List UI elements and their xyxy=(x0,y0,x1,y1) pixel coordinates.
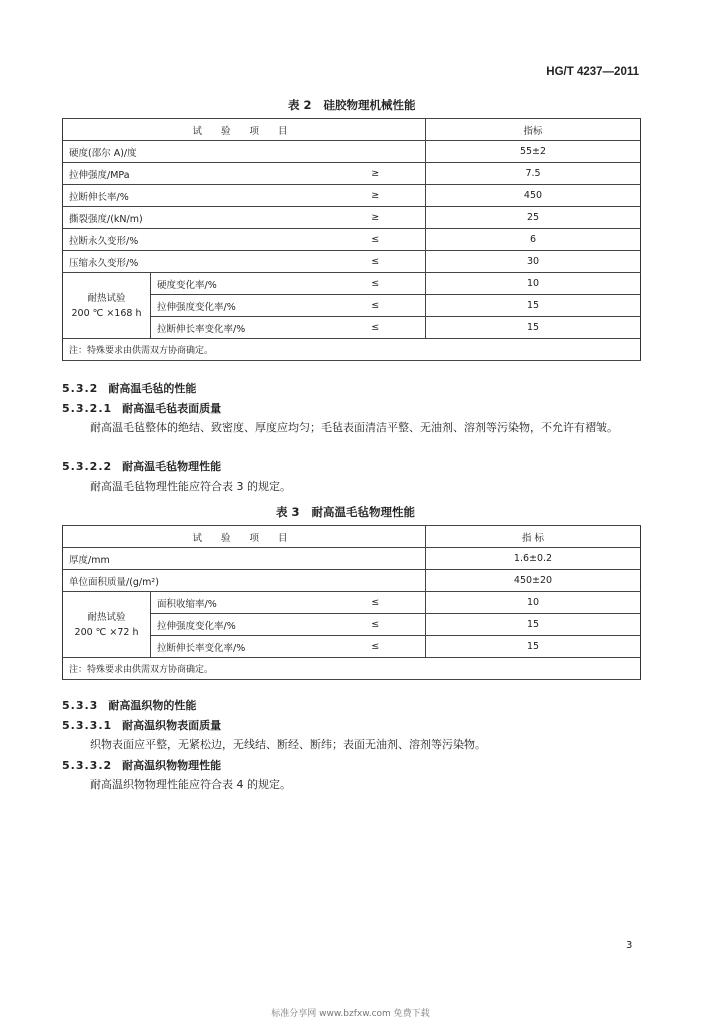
table-row xyxy=(63,141,641,163)
row-value: 15 xyxy=(426,614,641,636)
section-title: 耐高温毛毡表面质量 xyxy=(122,402,222,415)
table3-header-value: 指 标 xyxy=(426,526,641,548)
row-value: 30 xyxy=(426,251,641,273)
paragraph-5-3-3-2: 耐高温织物物理性能应符合表 4 的规定。 xyxy=(90,778,291,791)
table-row xyxy=(63,548,641,570)
section-title: 耐高温毛毡的性能 xyxy=(108,382,197,395)
paragraph-5-3-2-2: 耐高温毛毡物理性能应符合表 3 的规定。 xyxy=(90,480,291,493)
table-row xyxy=(63,185,641,207)
section-number: 5.3.3.1 xyxy=(62,719,113,732)
section-title: 耐高温毛毡物理性能 xyxy=(122,460,222,473)
row-operator: ≤ xyxy=(326,592,426,614)
table2-header-item: 试 验 项 目 xyxy=(63,119,426,141)
group-cell xyxy=(63,592,151,658)
table3-caption xyxy=(276,504,415,520)
section-title: 耐高温织物的性能 xyxy=(108,699,197,712)
paragraph-5-3-3-1: 织物表面应平整，无紧松边，无线结、断经、断纬；表面无油剂、溶剂等污染物。 xyxy=(90,738,486,751)
paragraph-5-3-2-1: 耐高温毛毡整体的绝结、致密度、厚度应均匀；毛毡表面清洁平整、无油剂、溶剂等污染物，不允许有褶皱。 xyxy=(90,421,618,434)
row-label: 硬度变化率/% xyxy=(151,273,326,295)
row-operator: ≤ xyxy=(326,229,426,251)
table3-note: 注：特殊要求由供需双方协商确定。 xyxy=(63,658,641,680)
row-value: 10 xyxy=(426,273,641,295)
table2-note: 注：特殊要求由供需双方协商确定。 xyxy=(63,339,641,361)
row-operator: ≤ xyxy=(326,295,426,317)
group-line2: 200 ℃ ×168 h xyxy=(71,307,142,319)
page-number: 3 xyxy=(626,940,633,951)
heading-5-3-2-1 xyxy=(62,400,221,416)
row-label: 面积收缩率/% xyxy=(151,592,326,614)
row-operator xyxy=(326,548,426,570)
row-label: 硬度(邵尔 A)/度 xyxy=(63,141,326,163)
row-label: 拉断永久变形/% xyxy=(63,229,326,251)
row-operator xyxy=(326,141,426,163)
row-value: 55±2 xyxy=(426,141,641,163)
table3-title: 耐高温毛毡物理性能 xyxy=(311,505,416,519)
row-label: 压缩永久变形/% xyxy=(63,251,326,273)
row-operator: ≤ xyxy=(326,273,426,295)
section-title: 耐高温织物表面质量 xyxy=(122,719,222,732)
table3-header-item: 试 验 项 目 xyxy=(63,526,426,548)
row-value: 1.6±0.2 xyxy=(426,548,641,570)
table2-caption xyxy=(288,97,416,113)
section-number: 5.3.3.2 xyxy=(62,759,113,772)
row-operator: ≥ xyxy=(326,163,426,185)
row-label: 拉伸强度变化率/% xyxy=(151,614,326,636)
row-operator: ≥ xyxy=(326,185,426,207)
row-value: 450 xyxy=(426,185,641,207)
table2-header-value: 指标 xyxy=(426,119,641,141)
heading-5-3-3 xyxy=(62,697,196,713)
section-number: 5.3.2 xyxy=(62,382,99,395)
table3 xyxy=(62,525,641,680)
group-cell xyxy=(63,273,151,339)
row-label: 撕裂强度/(kN/m) xyxy=(63,207,326,229)
footer-watermark: 标准分享网 www.bzfxw.com 免费下载 xyxy=(271,1009,430,1019)
heading-5-3-2-2 xyxy=(62,458,221,474)
row-value: 6 xyxy=(426,229,641,251)
table-row xyxy=(63,163,641,185)
section-number: 5.3.2.2 xyxy=(62,460,113,473)
table2-number: 表 2 xyxy=(288,98,312,112)
row-operator: ≤ xyxy=(326,614,426,636)
section-number: 5.3.3 xyxy=(62,699,99,712)
row-operator xyxy=(326,570,426,592)
row-label: 拉断伸长率/% xyxy=(63,185,326,207)
section-number: 5.3.2.1 xyxy=(62,402,113,415)
row-value: 25 xyxy=(426,207,641,229)
row-label: 拉断伸长率变化率/% xyxy=(151,636,326,658)
heading-5-3-2 xyxy=(62,380,196,396)
row-label: 厚度/mm xyxy=(63,548,326,570)
row-label: 拉伸强度变化率/% xyxy=(151,295,326,317)
heading-5-3-3-2 xyxy=(62,757,221,773)
row-label: 拉断伸长率变化率/% xyxy=(151,317,326,339)
row-value: 15 xyxy=(426,317,641,339)
table2-title: 硅胶物理机械性能 xyxy=(323,98,416,112)
row-value: 15 xyxy=(426,636,641,658)
group-line1: 耐热试验 xyxy=(87,611,126,623)
table-row xyxy=(63,570,641,592)
table-row xyxy=(63,273,641,295)
table-row xyxy=(63,207,641,229)
standard-number: HG/T 4237—2011 xyxy=(546,66,639,78)
row-operator: ≤ xyxy=(326,251,426,273)
row-value: 450±20 xyxy=(426,570,641,592)
table-row xyxy=(63,251,641,273)
row-operator: ≤ xyxy=(326,317,426,339)
heading-5-3-3-1 xyxy=(62,717,221,733)
group-line2: 200 ℃ ×72 h xyxy=(74,626,139,638)
row-operator: ≥ xyxy=(326,207,426,229)
table-row xyxy=(63,592,641,614)
row-label: 拉伸强度/MPa xyxy=(63,163,326,185)
row-label: 单位面积质量/(g/m²) xyxy=(63,570,326,592)
section-title: 耐高温织物物理性能 xyxy=(122,759,222,772)
row-value: 10 xyxy=(426,592,641,614)
table-row xyxy=(63,229,641,251)
table2 xyxy=(62,118,641,361)
table3-number: 表 3 xyxy=(276,505,300,519)
row-value: 7.5 xyxy=(426,163,641,185)
group-line1: 耐热试验 xyxy=(87,292,126,304)
row-value: 15 xyxy=(426,295,641,317)
row-operator: ≤ xyxy=(326,636,426,658)
